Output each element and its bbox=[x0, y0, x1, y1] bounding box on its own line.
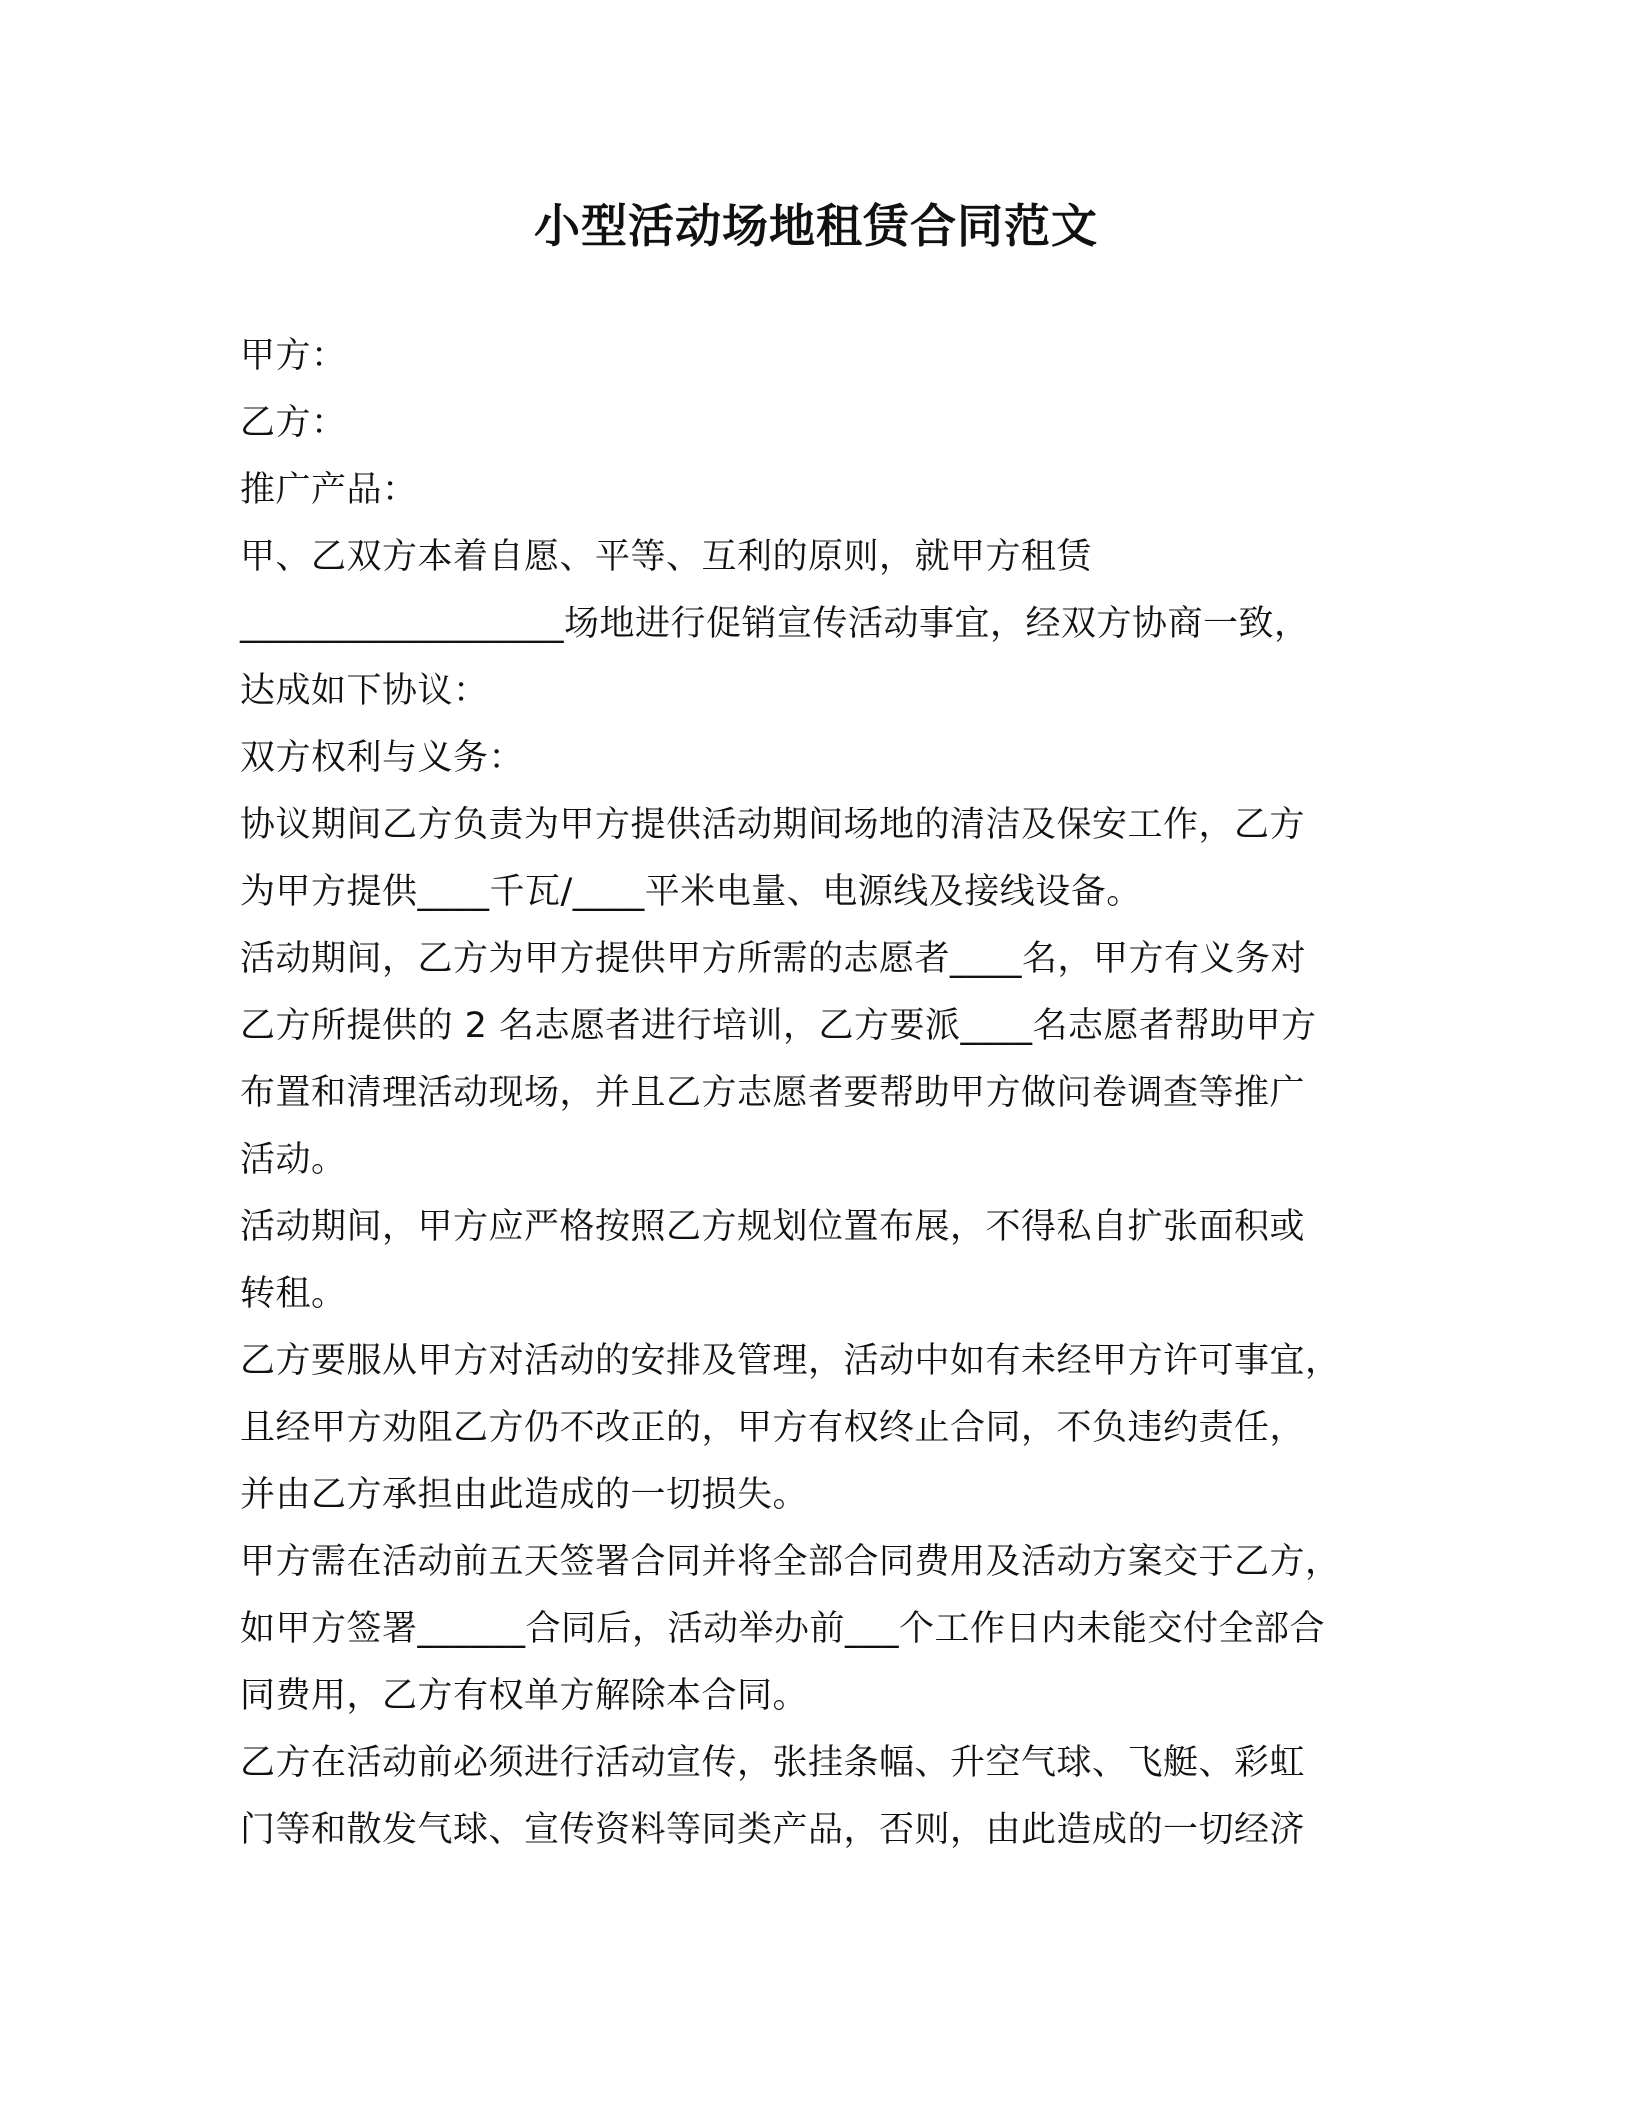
body-line: 门等和散发气球、宣传资料等同类产品，否则，由此造成的一切经济 bbox=[240, 1810, 1306, 1850]
body-line: 达成如下协议： bbox=[240, 671, 489, 711]
body-line: 同费用，乙方有权单方解除本合同。 bbox=[240, 1676, 809, 1716]
body-line: 且经甲方劝阻乙方仍不改正的，甲方有权终止合同，不负违约责任， bbox=[240, 1408, 1306, 1448]
body-line: 协议期间乙方负责为甲方提供活动期间场地的清洁及保安工作，乙方 bbox=[240, 805, 1306, 845]
body-line: 如甲方签署______合同后，活动举办前___个工作日内未能交付全部合 bbox=[240, 1609, 1326, 1649]
body-line: __________________场地进行促销宣传活动事宜，经双方协商一致， bbox=[240, 604, 1310, 644]
body-line: 甲方需在活动前五天签署合同并将全部合同费用及活动方案交于乙方， bbox=[240, 1542, 1341, 1582]
body-line: 乙方要服从甲方对活动的安排及管理，活动中如有未经甲方许可事宜， bbox=[240, 1341, 1341, 1381]
body-line: 布置和清理活动现场，并且乙方志愿者要帮助甲方做问卷调查等推广 bbox=[240, 1073, 1306, 1113]
body-line: 活动期间，乙方为甲方提供甲方所需的志愿者____名，甲方有义务对 bbox=[240, 939, 1307, 979]
body-line: 转租。 bbox=[240, 1274, 347, 1314]
document-title: 小型活动场地租赁合同范文 bbox=[534, 199, 1098, 253]
body-line: 活动期间，甲方应严格按照乙方规划位置布展，不得私自扩张面积或 bbox=[240, 1207, 1306, 1247]
body-line: 乙方在活动前必须进行活动宣传，张挂条幅、升空气球、飞艇、彩虹 bbox=[240, 1743, 1306, 1783]
body-line: 乙方所提供的 2 名志愿者进行培训，乙方要派____名志愿者帮助甲方 bbox=[240, 1006, 1317, 1046]
party-b-line: 乙方： bbox=[240, 403, 347, 443]
body-line: 活动。 bbox=[240, 1140, 347, 1180]
product-line: 推广产品： bbox=[240, 470, 418, 510]
body-line: 为甲方提供____千瓦/____平米电量、电源线及接线设备。 bbox=[240, 872, 1142, 912]
body-line: 甲、乙双方本着自愿、平等、互利的原则，就甲方租赁 bbox=[240, 537, 1093, 577]
body-line: 并由乙方承担由此造成的一切损失。 bbox=[240, 1475, 809, 1515]
section-heading: 双方权利与义务： bbox=[240, 738, 525, 778]
party-a-line: 甲方： bbox=[240, 336, 347, 376]
